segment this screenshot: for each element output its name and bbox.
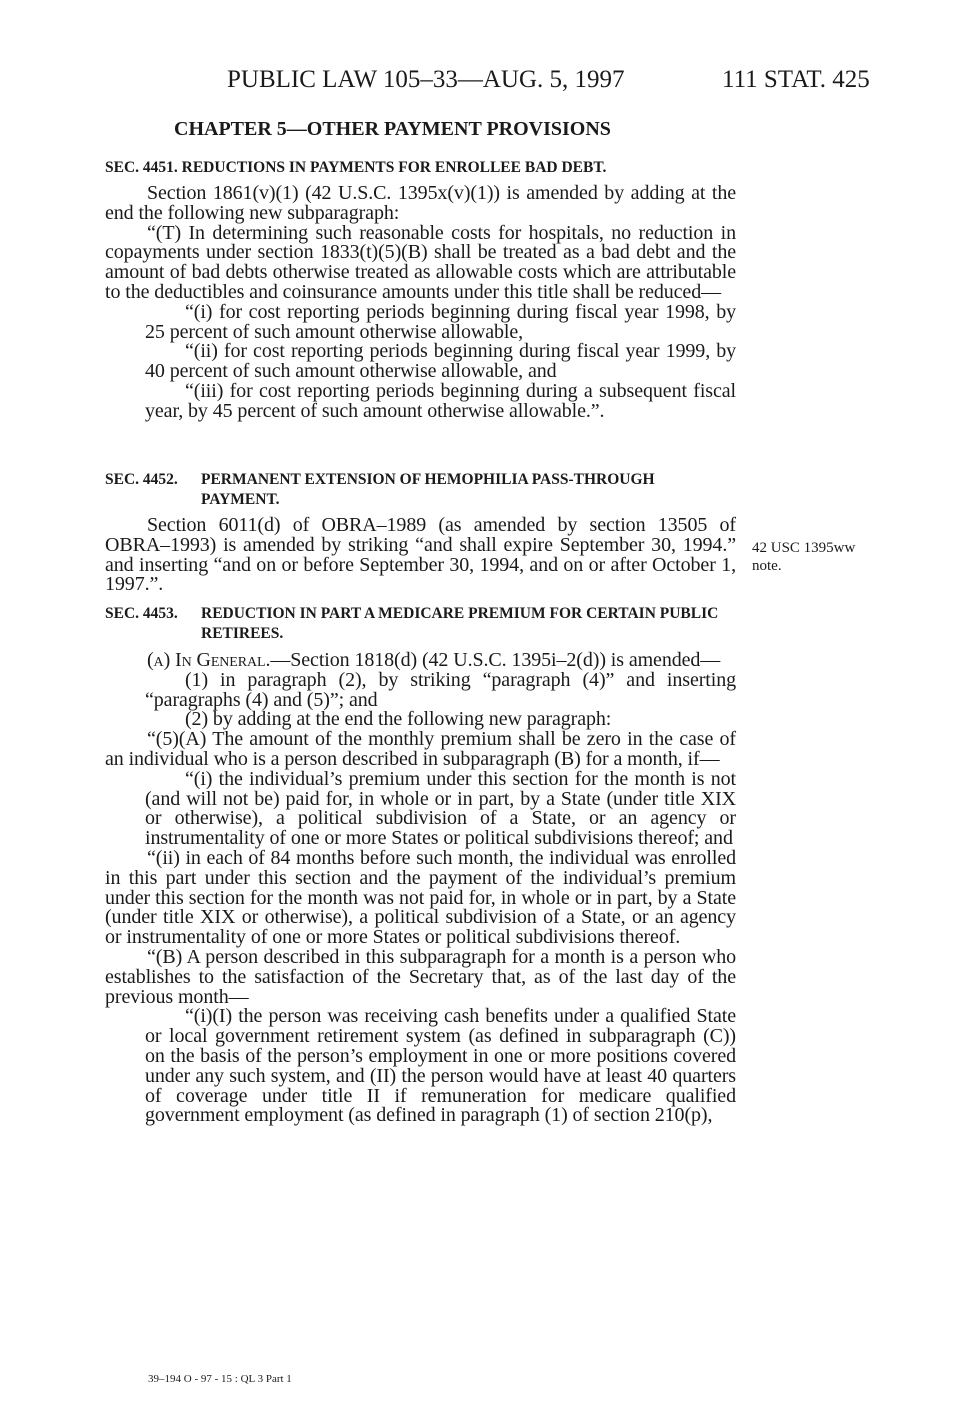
- section-4452-body: [105, 516, 736, 595]
- section-4453-para-2: (2) by adding at the end the following new paragraph:: [185, 708, 612, 731]
- section-4452-title: PERMANENT EXTENSION OF HEMOPHILIA PASS-THROUGH PAYMENT.: [201, 471, 655, 508]
- margin-note: [752, 539, 855, 575]
- running-header-title: PUBLIC LAW 105–33—AUG. 5, 1997: [227, 66, 625, 93]
- section-4452-para-1: Section 6011(d) of OBRA–1989 (as amended by section 13505 of OBRA–1993) is amended by striking “and shall expire September 30, 1994.” and inserting “and on or before September 30, 1994, and on or after October 1, 1997.”.: [105, 514, 736, 596]
- section-4453-body: [105, 651, 736, 1126]
- section-4453-para-5A: “(5)(A) The amount of the monthly premium shall be zero in the case of an individual who is a person described in subparagraph (B) for a month, if—: [105, 728, 736, 770]
- margin-note-label: note.: [752, 558, 782, 574]
- print-footer: 39–194 O - 97 - 15 : QL 3 Part 1: [148, 1373, 292, 1385]
- chapter-heading: CHAPTER 5—OTHER PAYMENT PROVISIONS: [174, 118, 611, 140]
- section-4452-heading: [105, 470, 745, 510]
- section-4451-clause-ii: “(ii) for cost reporting periods beginning during fiscal year 1999, by 40 percent of such amount otherwise allowable, and: [145, 340, 736, 383]
- section-4452-number: SEC. 4452.: [105, 471, 178, 488]
- margin-note-citation: 42 USC 1395ww: [752, 540, 856, 556]
- section-4453-heading: [105, 604, 745, 644]
- section-4451-body: [105, 184, 736, 422]
- section-4453-clause-ii: “(ii) in each of 84 months before such month, the individual was enrolled in this part under this section and the payment of the individual’s premium under this section for the month was not paid for, in whole or in part, by a State (under title XIX or otherwise), a political subdivision of a State, or an agency or instrumentality of one or more States or political subdivisions thereof.: [105, 846, 736, 949]
- section-4453-number: SEC. 4453.: [105, 605, 178, 622]
- running-header-stat: 111 STAT. 425: [722, 66, 870, 93]
- section-4451-clause-i: “(i) for cost reporting periods beginning during fiscal year 1998, by 25 percent of such amount otherwise allowable,: [145, 300, 736, 343]
- section-4453-clause-i: “(i) the individual’s premium under this section for the month is not (and will not be) paid for, in whole or in part, by a State (under title XIX or otherwise), a political subdivision of a State, or an agency or instrumentality of one or more States or political subdivisions thereof; and: [145, 767, 736, 850]
- section-4451-clause-iii: “(iii) for cost reporting periods beginning during a subsequent fiscal year, by 45 percent of such amount otherwise allowable.”.: [145, 379, 736, 422]
- section-4453-title: REDUCTION IN PART A MEDICARE PREMIUM FOR CERTAIN PUBLIC RETIREES.: [201, 605, 719, 642]
- subsection-a-label: (a) In General.: [147, 649, 271, 671]
- section-4453-para-1: (1) in paragraph (2), by striking “paragraph (4)” and inserting “paragraphs (4) and (5)”; and: [145, 668, 736, 711]
- section-4453-clause-iI: “(i)(I) the person was receiving cash benefits under a qualified State or local government retirement system (as defined in subparagraph (C)) on the basis of the person’s employment in one or more positions covered under any such system, and (II) the person would have at least 40 quarters of coverage under title II if remuneration for medicare qualified government employment (as defined in paragraph (1) of section 210(p),: [145, 1005, 736, 1127]
- section-4451-para-2: “(T) In determining such reasonable costs for hospitals, no reduction in copayments under section 1833(t)(5)(B) shall be treated as a bad debt and the amount of bad debts otherwise treated as allowable costs which are attributable to the deductibles and coinsurance amounts under this title shall be reduced—: [105, 221, 736, 303]
- section-4453-subsection-a: [105, 651, 736, 671]
- section-4451-heading: SEC. 4451. REDUCTIONS IN PAYMENTS FOR ENROLLEE BAD DEBT.: [105, 159, 607, 176]
- subsection-a-text: —Section 1818(d) (42 U.S.C. 1395i–2(d)) is amended—: [270, 649, 721, 671]
- section-4451-para-1: Section 1861(v)(1) (42 U.S.C. 1395x(v)(1)) is amended by adding at the end the following new subparagraph:: [105, 182, 736, 224]
- section-4453-para-5B: “(B) A person described in this subparagraph for a month is a person who establishes to the satisfaction of the Secretary that, as of the last day of the previous month—: [105, 945, 736, 1008]
